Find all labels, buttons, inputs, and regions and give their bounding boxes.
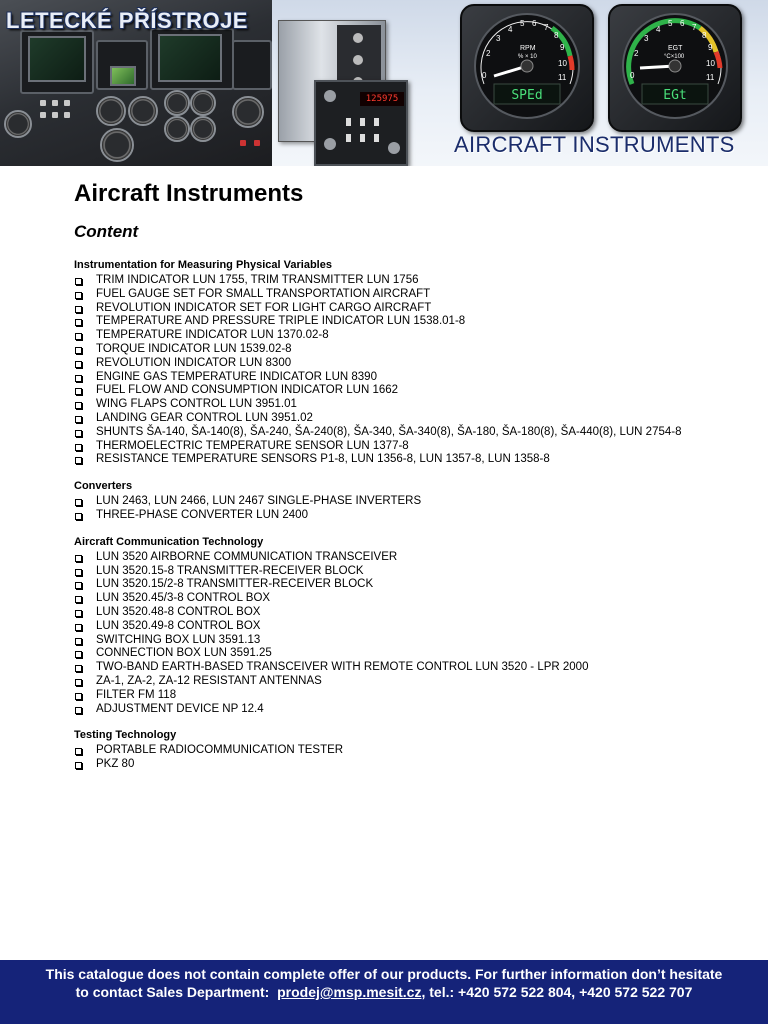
list-item [74,398,694,412]
scale-label: 10 [706,59,715,68]
list-item [74,384,694,398]
section-list [74,551,694,717]
list-item [74,343,694,357]
list-item-text: ENGINE GAS TEMPERATURE INDICATOR LUN 8390 [96,370,377,383]
list-item [74,606,694,620]
checkbox-bullet-icon [75,361,82,368]
section-list [74,744,694,772]
checkbox-bullet-icon [75,319,82,326]
header-banner [0,0,768,166]
checkbox-bullet-icon [75,444,82,451]
content-subtitle: Content [74,222,139,241]
catalogue-content [74,178,694,772]
list-item-text: REVOLUTION INDICATOR SET FOR LIGHT CARGO AIRCRAFT [96,301,432,314]
section-list [74,274,694,467]
gauge-label: EGT [668,45,683,52]
list-item-text: LUN 2463, LUN 2466, LUN 2467 SINGLE-PHASE INVERTERS [96,495,422,508]
list-item-text: LUN 3520 AIRBORNE COMMUNICATION TRANSCEIVER [96,550,398,563]
checkbox-bullet-icon [75,333,82,340]
scale-label: 9 [560,43,565,52]
scale-label: 6 [532,19,537,28]
list-item [74,758,694,772]
checkbox-bullet-icon [75,651,82,658]
list-item-text: SHUNTS ŠA-140, ŠA-140(8), ŠA-240, ŠA-240(8), ŠA-340, ŠA-340(8), ŠA-180, ŠA-180(8), ŠA-440(8), LUN 2754-8 [96,425,682,438]
scale-label: 7 [692,23,697,32]
list-item-text: THREE-PHASE CONVERTER LUN 2400 [96,508,308,521]
list-item [74,426,694,440]
checkbox-bullet-icon [75,292,82,299]
checkbox-bullet-icon [75,596,82,603]
scale-label: 8 [554,31,559,40]
sales-email-link[interactable]: prodej@msp.mesit.cz [277,984,422,1000]
checkbox-bullet-icon [75,610,82,617]
list-item [74,315,694,329]
checkbox-bullet-icon [75,388,82,395]
list-item-text: ZA-1, ZA-2, ZA-12 RESISTANT ANTENNAS [96,674,322,687]
list-item [74,661,694,675]
list-item [74,412,694,426]
list-item-text: TEMPERATURE INDICATOR LUN 1370.02-8 [96,329,329,342]
checkbox-bullet-icon [75,513,82,520]
scale-label: 11 [706,73,715,82]
checkbox-bullet-icon [75,679,82,686]
footer-notice [0,960,768,1024]
scale-label: 3 [496,34,501,43]
list-item-text: TEMPERATURE AND PRESSURE TRIPLE INDICATOR LUN 1538.01-8 [96,315,466,328]
list-item [74,565,694,579]
list-item [74,288,694,302]
scale-label: 3 [644,34,649,43]
frequency-display: 125975 [360,92,404,106]
scale-label: 9 [708,43,713,52]
list-item-text: FUEL FLOW AND CONSUMPTION INDICATOR LUN 1662 [96,384,399,397]
checkbox-bullet-icon [75,402,82,409]
checkbox-bullet-icon [75,555,82,562]
list-item [74,703,694,717]
egt-gauge [608,4,742,132]
checkbox-bullet-icon [75,569,82,576]
list-item-text: TORQUE INDICATOR LUN 1539.02-8 [96,342,292,355]
list-item-text: LANDING GEAR CONTROL LUN 3951.02 [96,411,313,424]
list-item [74,371,694,385]
section-heading: Aircraft Communication Technology [74,535,264,548]
list-item-text: WING FLAPS CONTROL LUN 3951.01 [96,398,297,411]
list-item [74,675,694,689]
list-item [74,509,694,523]
list-item-text: LUN 3520.15/2-8 TRANSMITTER-RECEIVER BLOCK [96,578,374,591]
list-item-text: TWO-BAND EARTH-BASED TRANSCEIVER WITH REMOTE CONTROL LUN 3520 - LPR 2000 [96,661,589,674]
gauge-unit: % × 10 [518,54,537,60]
footer-line-1: This catalogue does not contain complete offer of our products. For further information don’t hesitate [45,966,723,982]
list-item [74,329,694,343]
list-item-text: SWITCHING BOX LUN 3591.13 [96,633,261,646]
list-item [74,744,694,758]
checkbox-bullet-icon [75,638,82,645]
scale-label: 6 [680,19,685,28]
gauge-label: RPM [520,45,536,52]
list-item [74,302,694,316]
checkbox-bullet-icon [75,499,82,506]
list-item-text: TRIM INDICATOR LUN 1755, TRIM TRANSMITTER LUN 1756 [96,274,419,286]
gauge-readout: EGt [663,88,687,103]
scale-label: 5 [520,19,525,28]
list-item-text: LUN 3520.45/3-8 CONTROL BOX [96,592,271,605]
list-item [74,495,694,509]
list-item-text: FUEL GAUGE SET FOR SMALL TRANSPORTATION AIRCRAFT [96,287,431,300]
checkbox-bullet-icon [75,624,82,631]
list-item [74,440,694,454]
checkbox-bullet-icon [75,416,82,423]
scale-label: 10 [558,59,567,68]
checkbox-bullet-icon [75,762,82,769]
control-box-image [314,80,408,166]
list-item-text: LUN 3520.49-8 CONTROL BOX [96,619,261,632]
list-item-text: REVOLUTION INDICATOR LUN 8300 [96,356,292,369]
sections-container [74,258,694,772]
list-item-text: THERMOELECTRIC TEMPERATURE SENSOR LUN 1377-8 [96,439,409,452]
scale-label: 4 [508,25,513,34]
gauge-unit: °C×100 [664,54,685,60]
list-item-text: FILTER FM 118 [96,688,177,701]
list-item-text: LUN 3520.48-8 CONTROL BOX [96,605,261,618]
checkbox-bullet-icon [75,430,82,437]
gauge-readout: SPEd [511,88,543,103]
footer-phone-numbers: , tel.: +420 572 522 804, +420 572 522 707 [421,984,693,1000]
scale-label: 4 [656,25,661,34]
section-heading: Converters [74,480,133,493]
list-item [74,647,694,661]
scale-label: 7 [544,23,549,32]
scale-label: 0 [630,71,635,80]
list-item [74,357,694,371]
rpm-gauge [460,4,594,132]
checkbox-bullet-icon [75,347,82,354]
checkbox-bullet-icon [75,306,82,313]
list-item [74,453,694,467]
list-item [74,634,694,648]
checkbox-bullet-icon [75,748,82,755]
section-list [74,495,694,523]
list-item-text: PORTABLE RADIOCOMMUNICATION TESTER [96,744,344,757]
checkbox-bullet-icon [75,665,82,672]
list-item-text: LUN 3520.15-8 TRANSMITTER-RECEIVER BLOCK [96,564,364,577]
scale-label: 0 [482,71,487,80]
section-heading: Testing Technology [74,729,177,742]
scale-label: 5 [668,19,673,28]
checkbox-bullet-icon [75,278,82,285]
list-item [74,592,694,606]
checkbox-bullet-icon [75,707,82,714]
checkbox-bullet-icon [75,582,82,589]
brand-title: LETECKÉ PŘÍSTROJE [6,8,248,33]
scale-label: 2 [486,49,491,58]
checkbox-bullet-icon [75,457,82,464]
list-item-text: ADJUSTMENT DEVICE NP 12.4 [96,702,264,715]
page-title: Aircraft Instruments [74,180,304,207]
scale-label: 2 [634,49,639,58]
footer-contact-prefix: to contact Sales Department: [75,984,270,1000]
scale-label: 11 [558,73,567,82]
checkbox-bullet-icon [75,375,82,382]
banner-title: AIRCRAFT INSTRUMENTS [454,132,735,157]
list-item [74,689,694,703]
list-item [74,578,694,592]
list-item [74,274,694,288]
checkbox-bullet-icon [75,693,82,700]
list-item [74,620,694,634]
footer-line-2 [0,983,768,1001]
list-item-text: RESISTANCE TEMPERATURE SENSORS P1-8, LUN 1356-8, LUN 1357-8, LUN 1358-8 [96,453,550,466]
list-item-text: PKZ 80 [96,758,135,771]
section-heading: Instrumentation for Measuring Physical Variables [74,259,332,271]
scale-label: 8 [702,31,707,40]
list-item [74,551,694,565]
list-item-text: CONNECTION BOX LUN 3591.25 [96,647,272,660]
